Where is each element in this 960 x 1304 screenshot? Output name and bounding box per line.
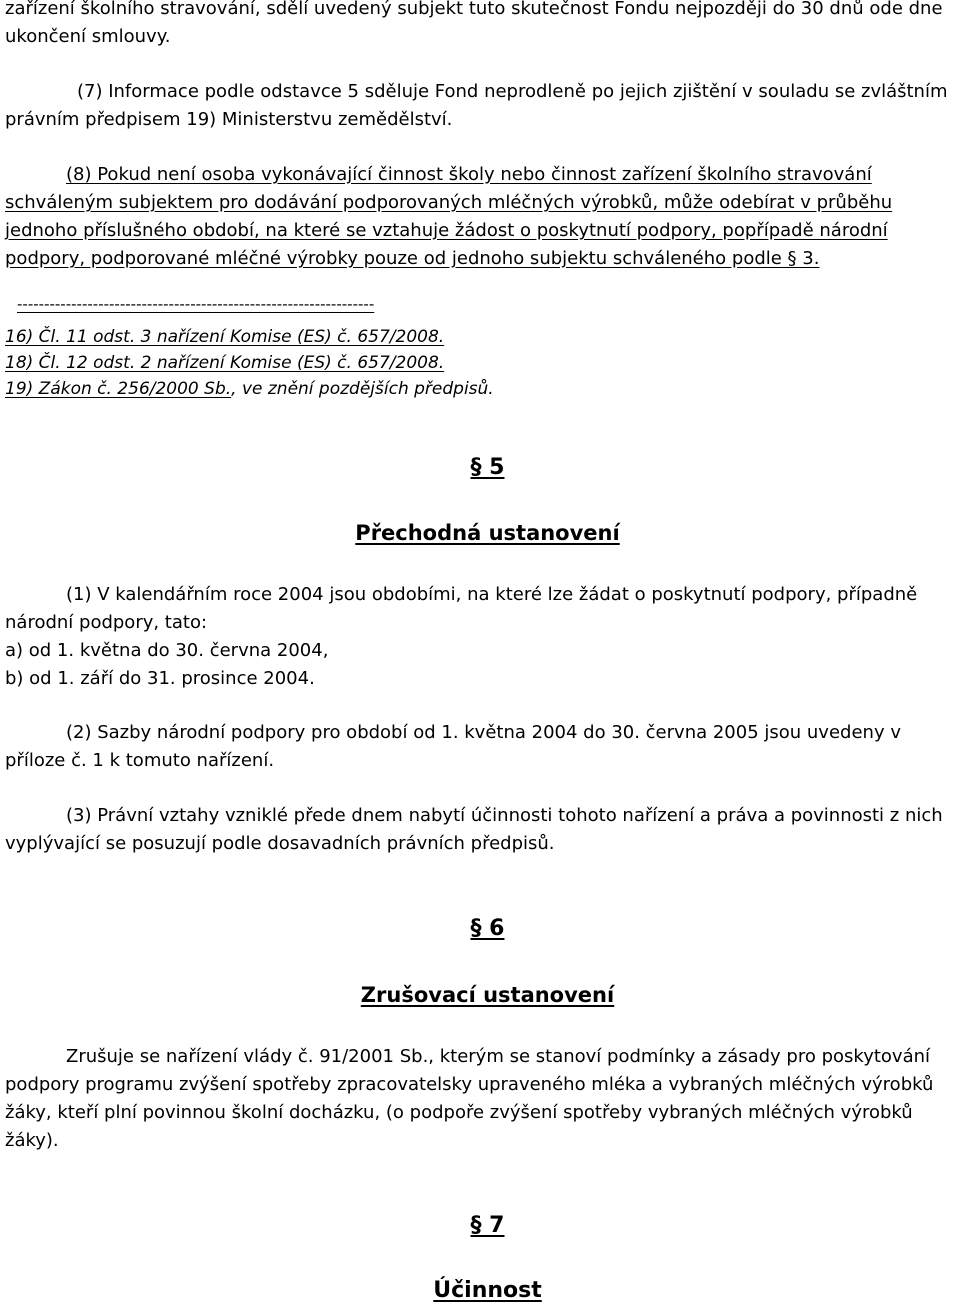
section-5-number: § 5 <box>470 455 505 480</box>
footnote-18: 18) Čl. 12 odst. 2 nařízení Komise (ES) č. 657/2008. <box>5 353 445 373</box>
paragraph-7-line: právním předpisem 19) Ministerstvu zemědělství. <box>5 109 453 130</box>
section-5-paragraph-1-line: národní podpory, tato: <box>5 612 208 633</box>
section-6-text-line: podpory programu zvýšení spotřeby zpracovatelsky upraveného mléka a vybraných mléčných výrobků <box>5 1074 934 1095</box>
paragraph-8-line: jednoho příslušného období, na které se vztahuje žádost o poskytnutí podpory, popřípadě národní <box>5 220 888 241</box>
section-7-title: Účinnost <box>433 1278 542 1303</box>
text-line: ukončení smlouvy. <box>5 26 171 47</box>
paragraph-8-line: podpory, podporované mléčné výrobky pouze od jednoho subjektu schváleného podle § 3. <box>5 248 820 269</box>
section-6-number: § 6 <box>470 916 505 941</box>
footnote-separator: ------------------------------------------------------------------ <box>17 295 375 313</box>
section-6-text-line: žáky, kteří plní povinnou školní docházku, (o podpoře zvýšení spotřeby vybraných mléčných výrobků <box>5 1102 913 1123</box>
section-5-paragraph-2-line: (2) Sazby národní podpory pro období od 1. května 2004 do 30. června 2005 jsou uvedeny v <box>66 722 901 743</box>
footnote-19-link: 19) Zákon č. 256/2000 Sb. <box>5 379 232 399</box>
paragraph-7-line: (7) Informace podle odstavce 5 sděluje Fond neprodleně po jejich zjištění v souladu se zvláštním <box>77 81 948 102</box>
section-5-list-item-a: a) od 1. května do 30. června 2004, <box>5 640 329 661</box>
text-line: zařízení školního stravování, sdělí uvedený subjekt tuto skutečnost Fondu nejpozději do 30 dnů ode dne <box>5 0 943 19</box>
section-5-paragraph-3-line: (3) Právní vztahy vzniklé přede dnem nabytí účinnosti tohoto nařízení a práva a povinnosti z nich <box>66 805 943 826</box>
paragraph-8-line: (8) Pokud není osoba vykonávající činnost školy nebo činnost zařízení školního stravování <box>66 164 872 185</box>
section-5-list-item-b: b) od 1. září do 31. prosince 2004. <box>5 668 315 689</box>
section-5-paragraph-2-line: příloze č. 1 k tomuto nařízení. <box>5 750 275 771</box>
footnote-19-rest: , ve znění pozdějších předpisů. <box>231 379 494 399</box>
section-5-title: Přechodná ustanovení <box>355 521 620 545</box>
paragraph-8-line: schváleným subjektem pro dodávání podporovaných mléčných výrobků, může odebírat v průběhu <box>5 192 893 213</box>
section-6-text-line: Zrušuje se nařízení vlády č. 91/2001 Sb., kterým se stanoví podmínky a zásady pro poskytování <box>66 1046 931 1067</box>
section-7-number: § 7 <box>470 1213 505 1238</box>
footnote-16: 16) Čl. 11 odst. 3 nařízení Komise (ES) č. 657/2008. <box>5 327 445 347</box>
section-6-title: Zrušovací ustanovení <box>360 983 615 1007</box>
footnote-19 <box>5 378 494 400</box>
section-5-paragraph-1-line: (1) V kalendářním roce 2004 jsou obdobími, na které lze žádat o poskytnutí podpory, případně <box>66 584 918 605</box>
section-6-text-line: žáky). <box>5 1130 59 1151</box>
section-5-paragraph-3-line: vyplývající se posuzují podle dosavadních právních předpisů. <box>5 833 555 854</box>
